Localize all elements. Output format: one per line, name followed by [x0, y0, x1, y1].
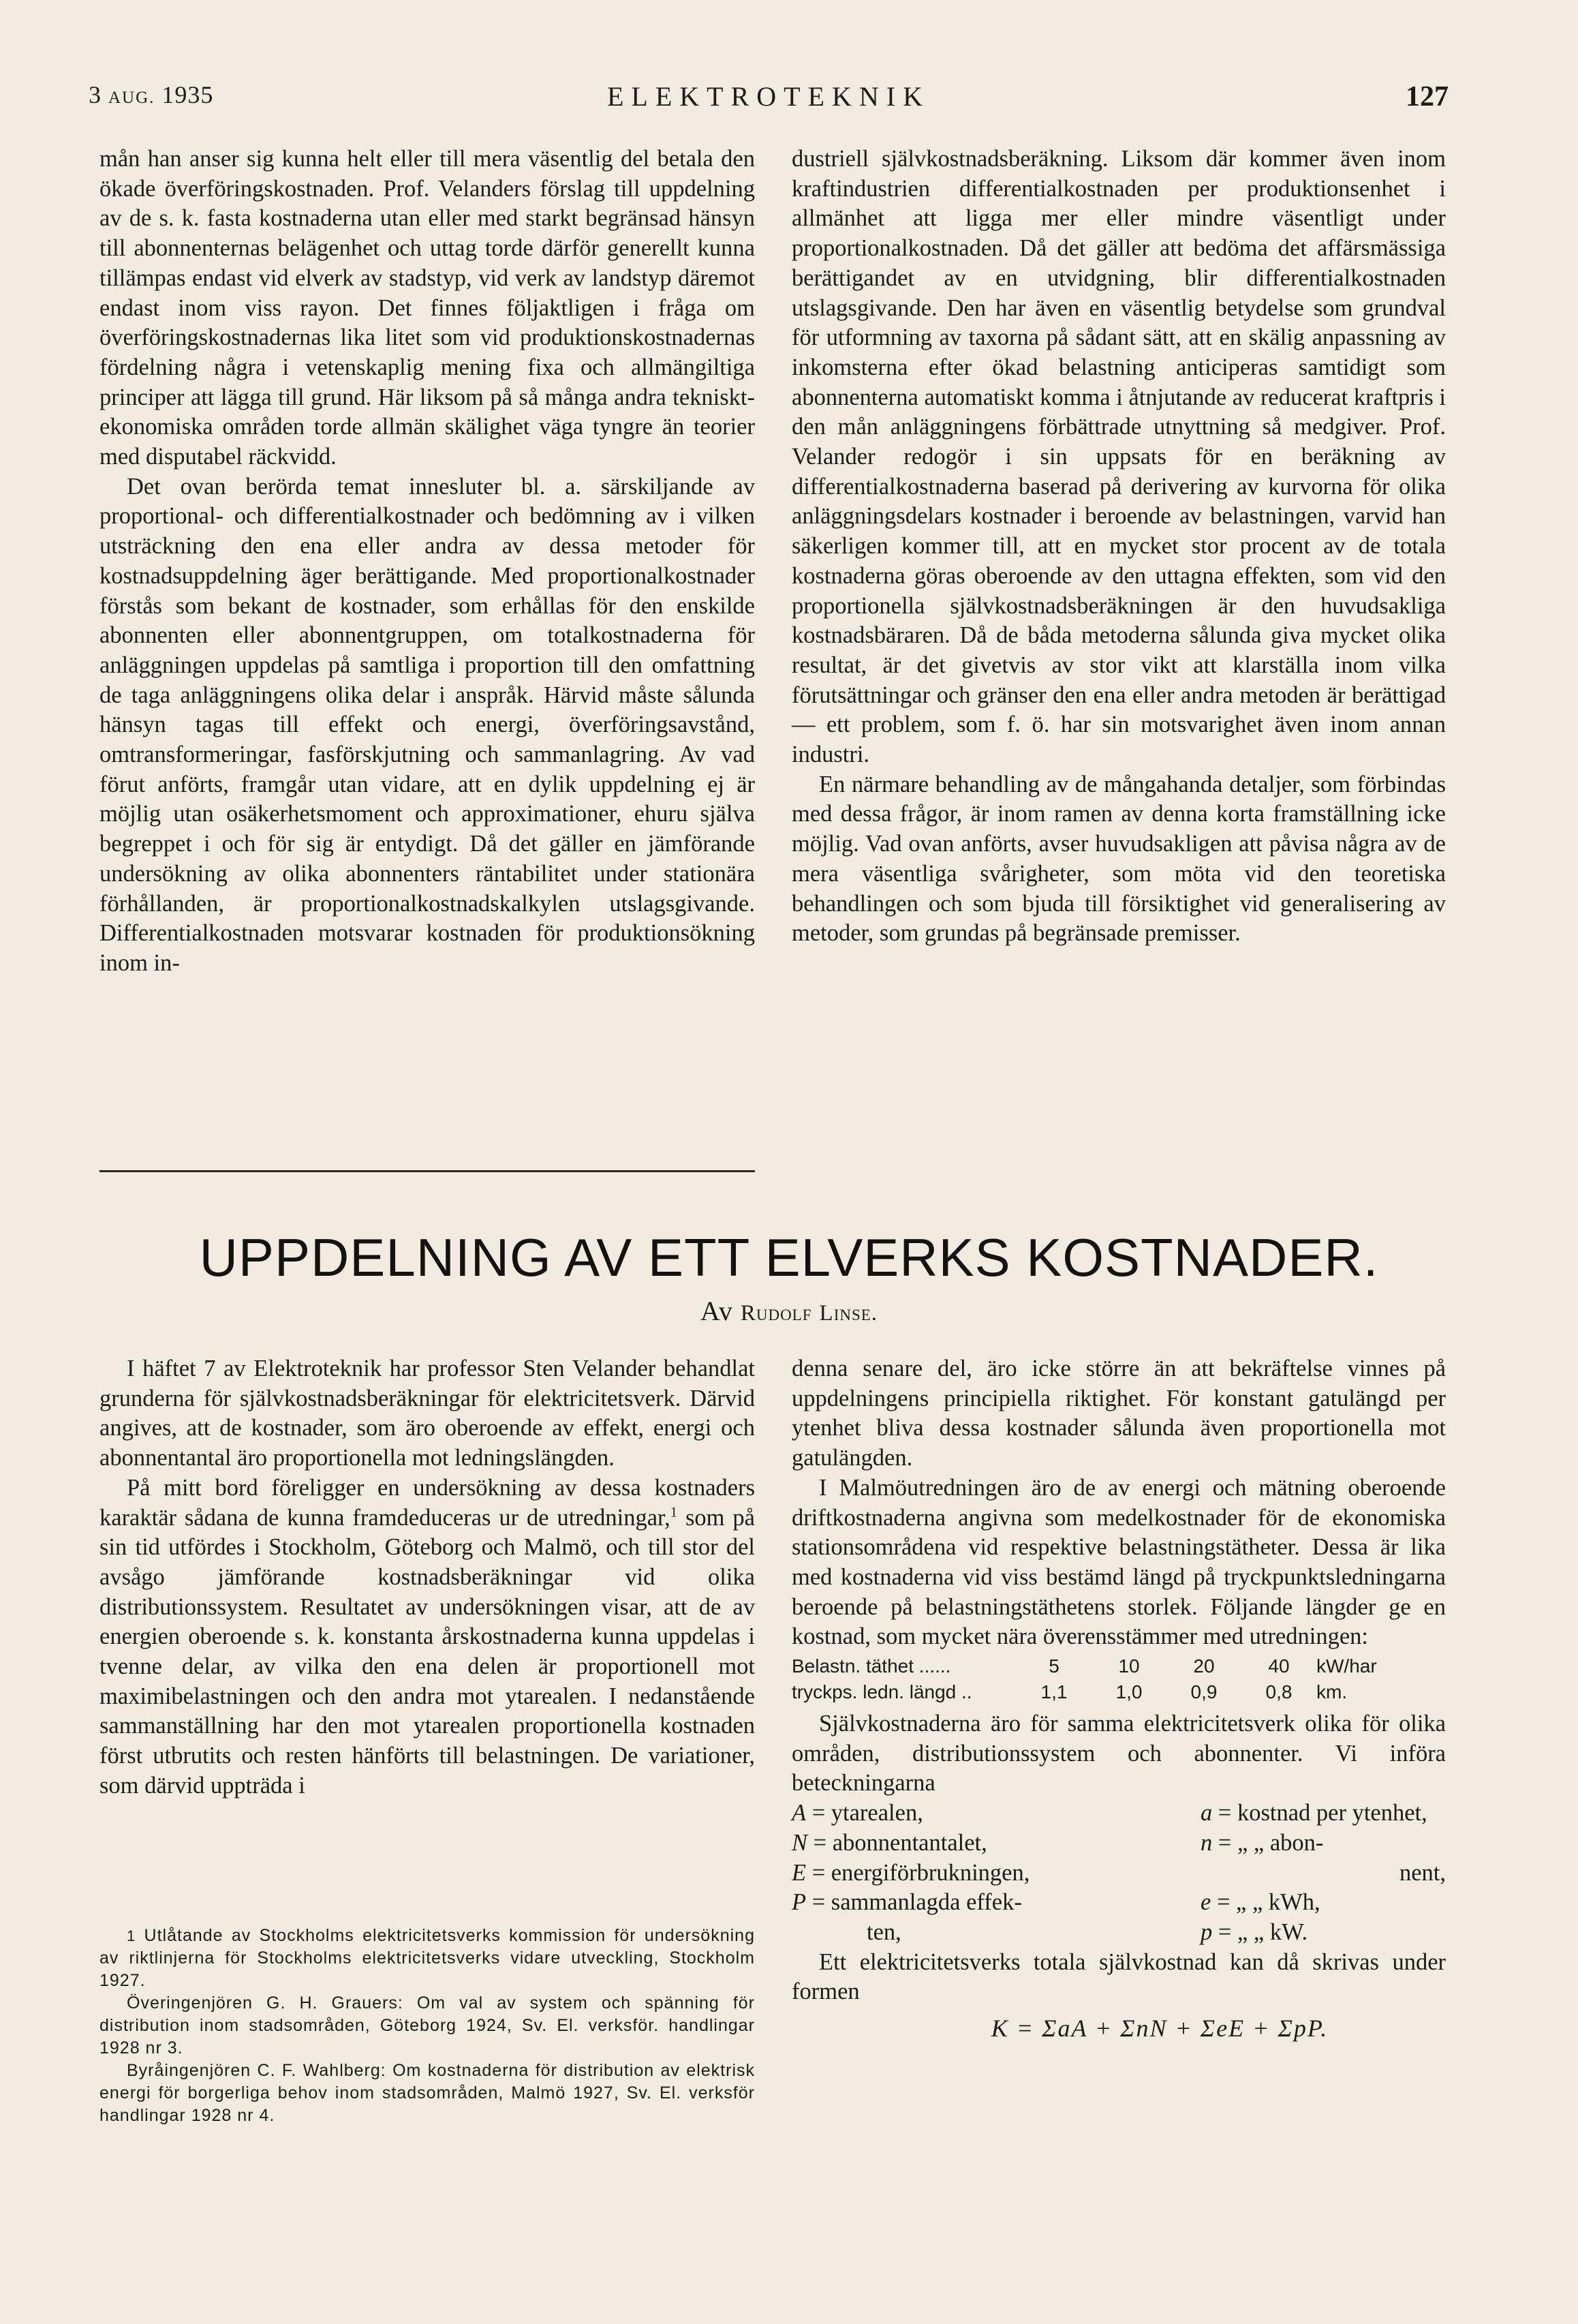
bottom-right-column	[792, 1354, 1446, 2044]
symbol: p	[1201, 1918, 1213, 1945]
table-cell: 20	[1193, 1655, 1215, 1677]
paragraph: I häftet 7 av Elektroteknik har professor Sten Velander behandlat grunderna för självkostnadsberäkningar för elektricitetsverk. Därvid angives, att de kostnader, som äro oberoende av effekt, energi och abonnentantal äro proportionella mot ledningslängden.	[99, 1356, 755, 1471]
length-table	[792, 1653, 1377, 1705]
table-unit: kW/har	[1316, 1655, 1377, 1677]
byline-prefix: Av	[700, 1296, 733, 1326]
paragraph: mån han anser sig kunna helt eller till mera väsentlig del betala den ökade överföringskostnaden. Prof. Velanders förslag till uppdelning av de s. k. fasta kostnaderna utan eller med starkt begränsad hänsyn till abonnenternas belägenhet och uttag torde därför generellt kunna tillämpas endast vid elverk av stadstyp, vid verk av landstyp däremot endast inom viss rayon. Det finnes följaktligen i fråga om överföringskostnadernas lika litet som vid produktionskostnadernas fördelning några i vetenskaplig mening fixa och allmängiltiga principer att lägga till grund. Här liksom på så många andra tekniskt-ekonomiska områden torde allmän skälighet väga tyngre än teorier med disputabel räckvidd.	[99, 146, 755, 470]
definition: = ytarealen,	[811, 1800, 923, 1826]
definition: nent,	[1399, 1859, 1446, 1886]
table-row	[792, 1679, 1377, 1705]
definition: = energiförbrukningen,	[811, 1859, 1030, 1886]
definition: = „ „ kWh,	[1216, 1889, 1320, 1916]
symbol-def	[792, 1859, 1201, 1889]
row-label: Belastn. täthet ......	[792, 1655, 951, 1677]
symbol-def	[1201, 1829, 1446, 1859]
footnote-number: 1	[127, 1927, 136, 1944]
footnote	[99, 1925, 755, 1992]
footnote: Byråingenjören C. F. Wahlberg: Om kostnaderna för distribution av elektrisk energi för borgerliga behov inom stadsområden, Malmö 1927, Sv. El. verksför handlingar 1928 nr 4.	[99, 2061, 755, 2125]
definition: = „ „ abon-	[1218, 1829, 1324, 1856]
cost-formula: K = ΣaA + ΣnN + ΣeE + ΣpP.	[991, 2015, 1329, 2043]
bottom-left-column	[99, 1354, 755, 1801]
paragraph: I Malmöutredningen äro de av energi och mätning oberoende driftkostnaderna angivna som medelkostnader för de ekonomiska stationsområdena vid respektive belastningstätheter. Dessa är lika med kostnaderna vid viss bestämd längd på tryckpunktsledningarna beroende på belastningstäthetens storlek. Följande längder ge en kostnad, som mycket nära överensstämmer med utredningen:	[792, 1474, 1446, 1650]
symbol: E	[792, 1859, 807, 1886]
date-month: AUG.	[108, 89, 155, 107]
paragraph: dustriell självkostnadsberäkning. Liksom där kommer även inom kraftindustrien differentialkostnaden per produktionsenhet i allmänhet att ligga mer eller mindre väsentligt under proportionalkostnaden. Då det gäller att bedöma det affärsmässiga berättigandet av en utvidgning, blir differentialkostnaden utslagsgivande. Den har även en väsentlig betydelse som grundval för utformning av taxorna på sådant sätt, att en skälig anpassning av inkomsterna efter ökad belastning anticiperas samtidigt som abonnenterna automatiskt komma i åtnjutande av reducerat kraftpris i den mån anläggningens förbättrade utnyttning så medgiver. Prof. Velander redogör i sin uppsats för en beräkning av differentialkostnaderna baserad på derivering av kurvorna för olika anläggningsdelars kostnader i beroende av belastningen, varvid han säkerligen kommer till, att en mycket stor procent av de totala kostnaderna göras oberoende av den uttagna effekten, som vid den proportionella självkostnadsberäkningen är den huvudsakliga kostnadsbäraren. Då de båda metoderna sålunda giva mycket olika resultat, är det givetvis av stor vikt att klarställa inom vilka förutsättningar och gränser den ena eller andra metoden är berättigad — ett problem, som f. ö. har sin motsvarighet även inom annan industri.	[792, 146, 1446, 768]
table-row	[792, 1799, 1446, 1829]
symbol: A	[792, 1800, 807, 1826]
table-row	[792, 1829, 1446, 1859]
table-cell: 10	[1118, 1655, 1140, 1677]
author-last-name: Linse.	[819, 1301, 878, 1326]
symbol: N	[792, 1829, 808, 1856]
table-unit: km.	[1316, 1681, 1348, 1703]
row-label: tryckps. ledn. längd ..	[792, 1681, 972, 1703]
author-first-name: Rudolf	[740, 1301, 812, 1326]
symbol-def	[1201, 1888, 1446, 1918]
table-cell: 1,0	[1115, 1681, 1143, 1703]
table-cell: 5	[1049, 1655, 1059, 1677]
journal-title: ELEKTROTEKNIK	[606, 81, 931, 112]
paragraph: Ett elektricitetsverks totala självkostnad kan då skrivas under formen	[792, 1948, 1446, 2005]
definition: = abonnentantalet,	[813, 1829, 987, 1856]
article-byline	[0, 1295, 1578, 1327]
paragraph-text: På mitt bord föreligger en undersökning av dessa kostnaders karaktär sådana de kunna framdeduceras ur de utredningar,	[99, 1474, 755, 1531]
footnote: Överingenjören G. H. Grauers: Om val av system och spänning för distribution inom stadsområden, Göteborg 1924, Sv. El. verksför. handlingar 1928 nr 3.	[99, 1993, 755, 2058]
paragraph: Självkostnaderna äro för samma elektricitetsverk olika för olika områden, distributionssystem och abonnenter. Vi införa beteckningarna	[792, 1711, 1446, 1796]
symbol-def	[792, 1799, 1201, 1829]
paragraph	[99, 1473, 755, 1801]
definition: = „ „ kW.	[1218, 1918, 1308, 1945]
top-right-column	[792, 144, 1446, 949]
symbol-definitions	[792, 1799, 1446, 1948]
top-left-column	[99, 144, 755, 979]
footnote-text: Utlåtande av Stockholms elektricitetsverks kommission för undersökning av riktlinjerna för Stockholms elektricitetsverks vidare utveckling, Stockholm 1927.	[99, 1926, 755, 1990]
date-day: 3	[89, 81, 102, 108]
paragraph-text: som på sin tid utfördes i Stockholm, Göteborg och Malmö, och till stor del avsågo jämförande kostnadsberäkningar vid olika distributionssystem. Resultatet av undersökningen visar, att de av energien oberoende s. k. konstanta årskostnaderna kunna uppdelas i tvenne delar, av vilka den ena delen är proportionell mot maximibelastningen och den andra mot ytarealen. I nedanstående sammanställning har den mot ytarealen proportionella kostnaden först utbrutits och resten hänförts till belastningen. De variationer, som därvid uppträda i	[99, 1504, 755, 1799]
running-head	[89, 80, 1449, 121]
symbol-def	[1201, 1918, 1446, 1948]
section-divider	[99, 1170, 755, 1172]
symbol-def	[1201, 1859, 1446, 1889]
symbol: n	[1201, 1829, 1213, 1856]
table-cell: 0,9	[1190, 1681, 1218, 1703]
paragraph: Det ovan berörda temat innesluter bl. a. särskiljande av proportional- och differentialkostnader och bedömning av i vilken utsträckning den ena eller andra av dessa metoder för kostnadsuppdelning äger berättigande. Med proportionalkostnader förstås som bekant de kostnader, som erhållas för den enskilde abonnenten eller abonnentgruppen, om totalkostnaderna för anläggningen uppdelas på samtliga i proportion till den omfattning de taga anläggningens olika delar i anspråk. Härvid måste sålunda hänsyn tagas till effekt och energi, överföringsavstånd, omtransformeringar, fasförskjutning och sammanlagring. Av vad förut anförts, framgår utan vidare, att en dylik uppdelning ej är möjlig utan osäkerhetsmoment och approximationer, ehuru själva begreppet i och för sig är entydigt. Då det gäller en jämförande undersökning av olika abonnenters räntabilitet under stationära förhållanden, är proportionalkostnadskalkylen utslagsgivande. Differentialkostnaden motsvarar kostnaden för produktionsökning inom in-	[99, 473, 755, 976]
table-cell: 40	[1268, 1655, 1290, 1677]
date-year: 1935	[161, 81, 214, 108]
paragraph: denna senare del, äro icke större än att bekräftelse vinnes på uppdelningens principiella riktighet. För konstant gatulängd per ytenhet bliva dessa kostnader sålunda även proportionella mot gatulängden.	[792, 1356, 1446, 1471]
definition: ten,	[867, 1918, 901, 1945]
symbol: e	[1201, 1889, 1211, 1916]
definition: = kostnad per ytenhet,	[1218, 1800, 1427, 1826]
definition: = sammanlagda effek-	[811, 1889, 1022, 1916]
page-number: 127	[1406, 81, 1449, 112]
footnotes	[99, 1925, 755, 2127]
footnote-marker: 1	[670, 1505, 678, 1520]
table-row	[792, 1653, 1377, 1679]
symbol-def	[792, 1829, 1201, 1859]
table-row	[792, 1859, 1446, 1889]
table-row	[792, 1918, 1446, 1948]
table-cell: 0,8	[1265, 1681, 1293, 1703]
symbol-def	[792, 1918, 1201, 1948]
article-title: UPPDELNING AV ETT ELVERKS KOSTNADER.	[199, 1227, 1379, 1287]
table-row	[792, 1888, 1446, 1918]
symbol: P	[792, 1889, 807, 1916]
symbol: a	[1201, 1800, 1213, 1826]
symbol-def	[1201, 1799, 1446, 1829]
table-cell: 1,1	[1040, 1681, 1068, 1703]
paragraph: En närmare behandling av de mångahanda detaljer, som förbindas med dessa frågor, är inom ramen av denna korta framställning icke möjlig. Vad ovan anförts, avser huvudsakligen att påvisa några av de mera väsentliga svårigheter, som möta vid den teoretiska behandlingen och som bjuda till försiktighet vid generalisering av metoder, som grundas på begränsade premisser.	[792, 771, 1446, 947]
symbol-def	[792, 1888, 1201, 1918]
